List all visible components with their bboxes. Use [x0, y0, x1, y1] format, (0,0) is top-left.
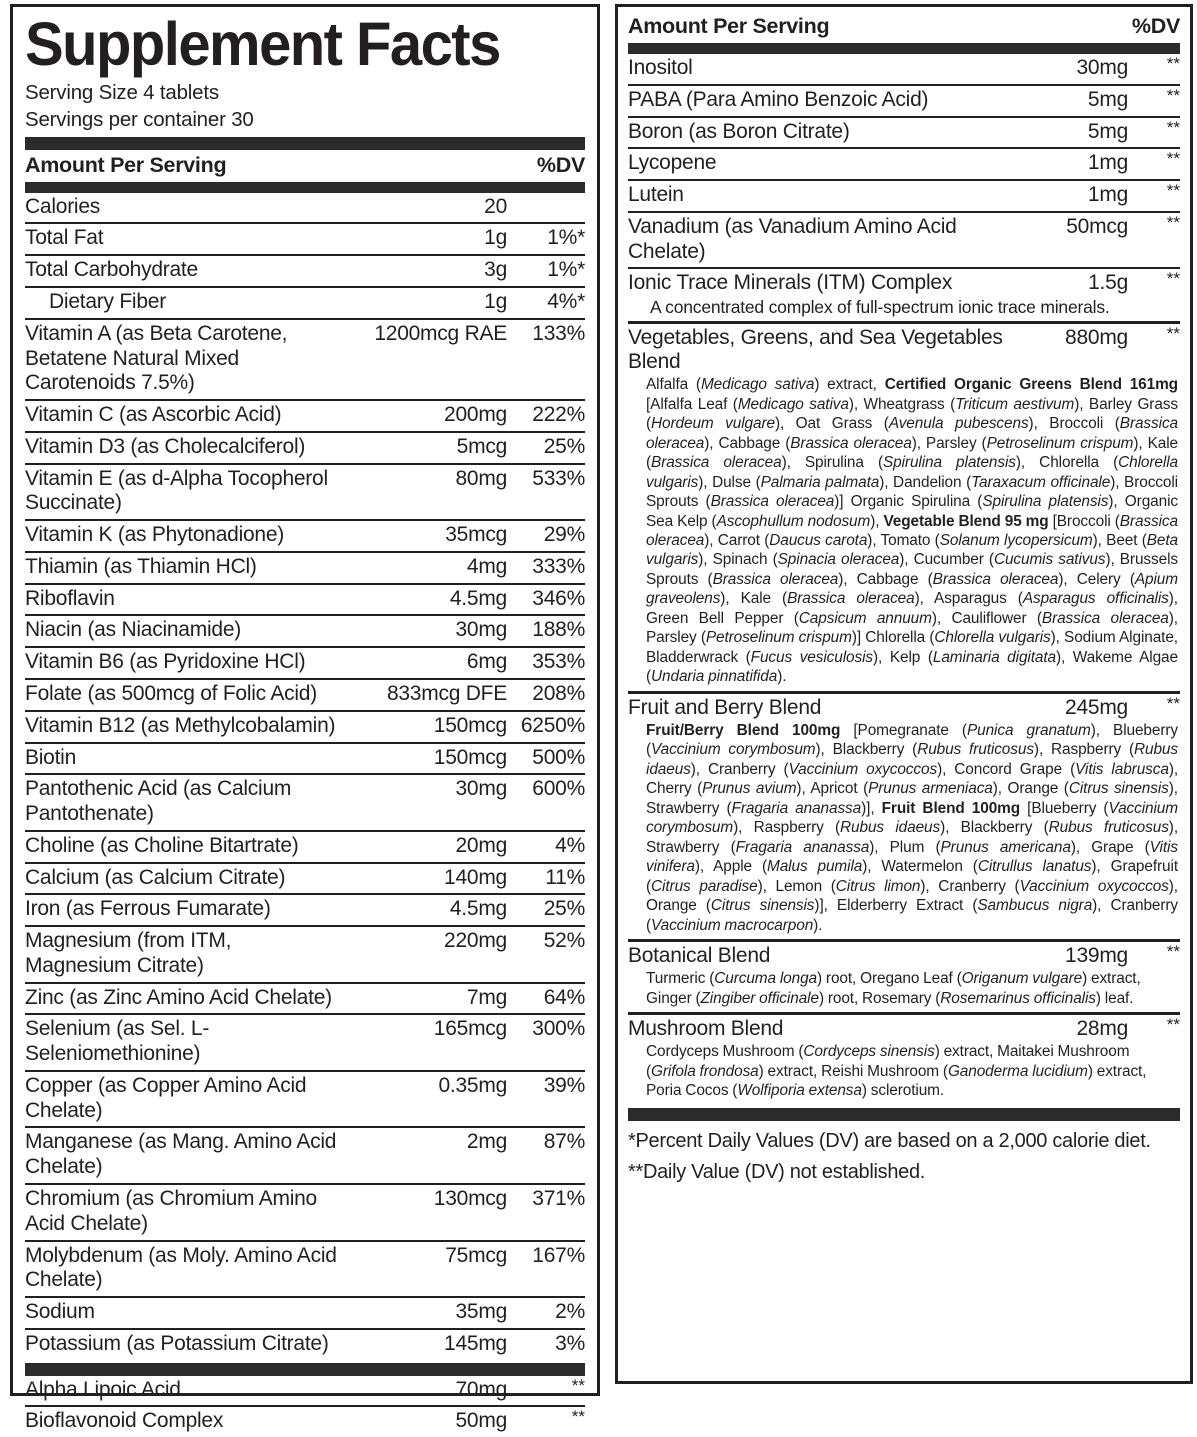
table-row: [628, 116, 1180, 148]
row-percent-dv: 87%: [543, 1130, 585, 1154]
footnote-divider-bar: [628, 1108, 1180, 1121]
table-row: [25, 646, 585, 678]
table-row: [25, 893, 585, 925]
row-nutrient-name: Calories: [25, 194, 101, 218]
row-percent-dv: 371%: [532, 1186, 585, 1210]
row-nutrient-name: Lutein: [628, 183, 684, 207]
blend-ingredients: Fruit/Berry Blend 100mg [Pomegranate (Punica granatum), Blueberry (Vaccinium corymbosum), Blackberry (Rubus fruticosus), Raspberry (Rubus idaeus), Cranberry (Vaccinium oxycoccos), Concord Grape (Vitis labrusca), Cherry (Prunus avium), Apricot (Prunus armeniaca), Orange (Citrus sinensis), Strawberry (Fragaria ananassa)], Fruit Blend 100mg [Blueberry (Vaccinium corymbosum), Raspberry (Rubus idaeus), Blackberry (Rubus fruticosus), Strawberry (Fragaria ananassa), Plum (Prunus americana), Grape (Vitis vinifera), Apple (Malus pumila), Watermelon (Citrullus lanatus), Grapefruit (Citrus paradise), Lemon (Citrus limon), Cranberry (Vaccinium oxycoccos), Orange (Citrus sinensis)], Elderberry Extract (Sambucus nigra), Cranberry (Vaccinium macrocarpon).: [646, 721, 1179, 934]
table-row: [25, 862, 585, 894]
row-nutrient-name: Choline (as Choline Bitartrate): [25, 833, 299, 857]
blend-amount: 28mg: [1076, 1017, 1128, 1041]
left-other-ingredients-table: [25, 1376, 585, 1437]
serving-size: Serving Size 4 tablets: [25, 81, 219, 105]
blend-name: Mushroom Blend: [628, 1017, 784, 1041]
left-nutrient-table: [25, 193, 585, 1360]
page-title: Supplement Facts: [25, 10, 500, 78]
row-percent-dv: 167%: [532, 1243, 585, 1267]
row-amount: 30mg: [455, 618, 507, 642]
row-nutrient-name: Vitamin K (as Phytonadione): [25, 523, 285, 547]
blend-amount: 245mg: [1065, 695, 1128, 719]
blend-ingredients: Turmeric (Curcuma longa) root, Oregano Leaf (Origanum vulgare) extract, Ginger (Zingiber officinale) root, Rosemary (Rosemarinus officinalis) leaf.: [646, 970, 1141, 1007]
row-amount: 80mg: [455, 466, 507, 490]
row-amount: 145mg: [444, 1331, 507, 1355]
row-percent-dv: 188%: [532, 618, 585, 642]
row-percent-dv: **: [1166, 117, 1180, 137]
row-percent-dv: 6250%: [520, 713, 585, 737]
blend-amount: 880mg: [1065, 326, 1128, 350]
row-percent-dv: 600%: [532, 777, 585, 801]
row-amount: 75mcg: [445, 1243, 507, 1267]
row-amount: 5mg: [1087, 119, 1128, 143]
row-amount: 6mg: [466, 650, 507, 674]
row-amount: 130mcg: [433, 1186, 507, 1210]
row-percent-dv: 300%: [532, 1017, 585, 1041]
blend-name: Vegetables, Greens, and Sea Vegetables Blend: [628, 326, 1003, 374]
itm-name: Ionic Trace Minerals (ITM) Complex: [628, 271, 953, 295]
blend-percent-dv: **: [1166, 942, 1180, 962]
table-row: [25, 318, 585, 399]
row-amount: 150mcg: [433, 745, 507, 769]
table-row: [25, 1013, 585, 1070]
table-row: [25, 1070, 585, 1127]
table-row: [25, 1296, 585, 1328]
row-amount: 1200mcg RAE: [374, 321, 507, 345]
table-row: [25, 399, 585, 431]
row-amount: 140mg: [444, 865, 507, 889]
row-amount: 1g: [484, 290, 507, 314]
row-amount: 2mg: [466, 1130, 507, 1154]
table-row: [25, 431, 585, 463]
row-percent-dv: 11%: [545, 865, 585, 889]
row-amount: 0.35mg: [438, 1073, 507, 1097]
row-percent-dv: 1%*: [547, 258, 585, 282]
row-amount: 50mcg: [1066, 214, 1128, 238]
row-nutrient-name: Inositol: [628, 56, 693, 79]
table-row: [628, 84, 1180, 116]
row-amount: 30mg: [455, 777, 507, 801]
row-nutrient-name: Vanadium (as Vanadium Amino Acid Chelate): [628, 214, 957, 263]
row-nutrient-name: Iron (as Ferrous Fumarate): [25, 897, 271, 921]
blend-name: Fruit and Berry Blend: [628, 695, 822, 719]
row-amount: 30mg: [1076, 56, 1128, 79]
row-percent-dv: 346%: [532, 586, 585, 610]
row-amount: 20: [484, 194, 507, 218]
row-amount: 5mcg: [456, 434, 507, 458]
row-percent-dv: 25%: [543, 897, 585, 921]
row-amount: 5mg: [1087, 87, 1128, 111]
row-amount: 4.5mg: [449, 586, 507, 610]
table-row: [25, 710, 585, 742]
row-nutrient-name: Total Carbohydrate: [25, 258, 198, 282]
row-amount: 4mg: [466, 554, 507, 578]
row-percent-dv: **: [1166, 149, 1180, 169]
header-bar-bottom: [25, 182, 585, 193]
row-percent-dv: 500%: [532, 745, 585, 769]
row-nutrient-name: Bioflavonoid Complex: [25, 1409, 224, 1433]
table-row: [25, 830, 585, 862]
row-nutrient-name: Alpha Lipoic Acid: [25, 1377, 181, 1401]
row-nutrient-name: Zinc (as Zinc Amino Acid Chelate): [25, 985, 332, 1009]
row-percent-dv: 39%: [543, 1073, 585, 1097]
row-percent-dv: 4%*: [547, 290, 585, 314]
header-bar-top: [25, 137, 585, 150]
row-nutrient-name: Folate (as 500mcg of Folic Acid): [25, 681, 317, 705]
table-row: [25, 254, 585, 286]
row-percent-dv: 333%: [532, 554, 585, 578]
blend-header: [628, 939, 1180, 969]
table-row: [25, 678, 585, 710]
blend-ingredients: Alfalfa (Medicago sativa) extract, Certified Organic Greens Blend 161mg [Alfalfa Leaf (Medicago sativa), Wheatgrass (Triticum aestivum), Barley Grass (Hordeum vulgare), Oat Grass (Avenula pubescens), Broccoli (Brassica oleracea), Cabbage (Brassica oleracea), Parsley (Petroselinum crispum), Kale (Brassica oleracea), Spirulina (Spirulina platensis), Chlorella (Chlorella vulgaris), Dulse (Palmaria palmata), Dandelion (Taraxacum officinale), Broccoli Sprouts (Brassica oleracea)] Organic Spirulina (Spirulina platensis), Organic Sea Kelp (Ascophullum nodosum), Vegetable Blend 95 mg [Broccoli (Brassica oleracea), Carrot (Daucus carota), Tomato (Solanum lycopersicum), Beet (Beta vulgaris), Spinach (Spinacia oleracea), Cucumber (Cucumis sativus), Brussels Sprouts (Brassica oleracea), Cabbage (Brassica oleracea), Celery (Apium graveolens), Kale (Brassica oleracea), Asparagus (Asparagus officinalis), Green Bell Pepper (Capsicum annuum), Cauliflower (Brassica oleracea), Parsley (Petroselinum crispum)] Chlorella (Chlorella vulgaris), Sodium Alginate, Bladderwrack (Fucus vesiculosis), Kelp (Laminaria digitata), Wakeme Algae (Undaria pinnatifida).: [646, 376, 1178, 686]
percent-dv-header: %DV: [1131, 14, 1180, 38]
row-nutrient-name: Niacin (as Niacinamide): [25, 618, 241, 642]
row-amount: 35mg: [455, 1300, 507, 1324]
right-column-header: [628, 7, 1180, 43]
row-amount: 150mcg: [433, 713, 507, 737]
table-row: [25, 925, 585, 982]
blend-header: [628, 321, 1180, 375]
blend-ingredients: Cordyceps Mushroom (Cordyceps sinensis) extract, Maitakei Mushroom (Grifola frondosa) extract, Reishi Mushroom (Ganoderma lucidium) extract, Poria Cocos (Wolfiporia extensa) sclerotium.: [646, 1043, 1147, 1100]
row-amount: 50mg: [455, 1409, 507, 1433]
row-percent-dv: 3%: [555, 1331, 585, 1355]
row-amount: 20mg: [455, 833, 507, 857]
row-amount: 165mcg: [433, 1017, 507, 1041]
row-nutrient-name: Vitamin B6 (as Pyridoxine HCl): [25, 650, 306, 674]
table-row: [25, 1328, 585, 1360]
table-row-itm: [628, 267, 1180, 296]
table-row: [25, 1376, 585, 1406]
servings-per-container: Servings per container 30: [25, 108, 254, 132]
row-nutrient-name: PABA (Para Amino Benzoic Acid): [628, 87, 929, 111]
row-amount: 3g: [484, 258, 507, 282]
table-row: [25, 742, 585, 774]
blend-divider-bar: [25, 1363, 585, 1376]
row-percent-dv: 64%: [543, 985, 585, 1009]
row-nutrient-name: Potassium (as Potassium Citrate): [25, 1331, 329, 1355]
blend-sections: [628, 321, 1180, 1105]
blend-name: Botanical Blend: [628, 944, 771, 968]
row-nutrient-name: Copper (as Copper Amino Acid Chelate): [25, 1073, 307, 1122]
row-nutrient-name: Vitamin B12 (as Methylcobalamin): [25, 713, 336, 737]
row-nutrient-name: Thiamin (as Thiamin HCl): [25, 554, 257, 578]
row-percent-dv: 52%: [543, 929, 585, 953]
row-percent-dv: 25%: [543, 434, 585, 458]
row-amount: 1mg: [1087, 151, 1128, 175]
table-row: [628, 54, 1180, 84]
table-row: [25, 1126, 585, 1183]
row-percent-dv: 353%: [532, 650, 585, 674]
footnote-dv-not-established: **Daily Value (DV) not established.: [628, 1161, 926, 1184]
row-percent-dv: **: [1166, 85, 1180, 105]
left-panel: [10, 4, 600, 1433]
row-nutrient-name: Dietary Fiber: [49, 290, 166, 314]
row-nutrient-name: Sodium: [25, 1300, 95, 1324]
blend-amount: 139mg: [1065, 944, 1128, 968]
table-row: [25, 982, 585, 1014]
row-nutrient-name: Calcium (as Calcium Citrate): [25, 865, 286, 889]
row-percent-dv: 133%: [532, 321, 585, 345]
blend-percent-dv: **: [1166, 1015, 1180, 1035]
row-amount: 35mcg: [445, 523, 507, 547]
row-amount: 7mg: [466, 985, 507, 1009]
row-percent-dv: **: [1166, 212, 1180, 232]
blend-percent-dv: **: [1166, 324, 1180, 344]
table-row: [628, 179, 1180, 211]
row-amount: 220mg: [444, 929, 507, 953]
table-row: [25, 773, 585, 830]
row-nutrient-name: Biotin: [25, 745, 77, 769]
table-row: [628, 211, 1180, 268]
row-percent-dv: 222%: [532, 403, 585, 427]
footnotes: [628, 1121, 1180, 1195]
table-row: [25, 519, 585, 551]
row-percent-dv: **: [1166, 181, 1180, 201]
row-nutrient-name: Vitamin D3 (as Cholecalciferol): [25, 434, 306, 458]
itm-amount: 1.5g: [1088, 271, 1128, 295]
row-nutrient-name: Pantothenic Acid (as Calcium Pantothenate): [25, 777, 292, 826]
row-nutrient-name: Manganese (as Mang. Amino Acid Chelate): [25, 1130, 337, 1179]
row-amount: 1mg: [1087, 183, 1128, 207]
right-header-bar: [628, 43, 1180, 54]
row-percent-dv: 2%: [555, 1300, 585, 1324]
itm-dv: **: [1166, 269, 1180, 289]
row-nutrient-name: Selenium (as Sel. L-Seleniomethionine): [25, 1017, 210, 1066]
row-nutrient-name: Chromium (as Chromium Amino Acid Chelate): [25, 1186, 317, 1235]
row-amount: 833mcg DFE: [386, 681, 507, 705]
row-nutrient-name: Vitamin A (as Beta Carotene, Betatene Natural Mixed Carotenoids 7.5%): [25, 321, 288, 395]
itm-note: A concentrated complex of full-spectrum ionic trace minerals.: [650, 297, 1110, 318]
row-amount: 4.5mg: [449, 897, 507, 921]
row-percent-dv: 1%*: [547, 226, 585, 250]
right-panel: [615, 4, 1193, 1384]
table-row: [25, 614, 585, 646]
blend-header: [628, 1012, 1180, 1042]
row-nutrient-name: Molybdenum (as Moly. Amino Acid Chelate): [25, 1243, 337, 1292]
row-percent-dv: 29%: [543, 523, 585, 547]
table-row: [25, 222, 585, 254]
row-percent-dv: 533%: [532, 466, 585, 490]
table-row: [628, 147, 1180, 179]
amount-per-serving-header: Amount Per Serving: [25, 152, 227, 177]
table-row: [25, 193, 585, 223]
row-percent-dv: 4%: [555, 833, 585, 857]
table-row: [25, 1405, 585, 1437]
row-amount: 70mg: [455, 1377, 507, 1401]
amount-per-serving-header: Amount Per Serving: [628, 14, 830, 38]
blend-percent-dv: **: [1166, 693, 1180, 713]
row-nutrient-name: Riboflavin: [25, 586, 115, 610]
row-amount: 1g: [484, 226, 507, 250]
row-nutrient-name: Vitamin C (as Ascorbic Acid): [25, 403, 282, 427]
row-percent-dv: **: [1166, 54, 1180, 73]
table-row: [25, 286, 585, 318]
table-row: [25, 1240, 585, 1297]
row-nutrient-name: Lycopene: [628, 151, 717, 175]
right-nutrient-table: [628, 54, 1180, 267]
row-nutrient-name: Magnesium (from ITM, Magnesium Citrate): [25, 929, 232, 977]
footnote-dv-basis: *Percent Daily Values (DV) are based on a 2,000 calorie diet.: [628, 1129, 1151, 1152]
row-percent-dv: 208%: [532, 681, 585, 705]
row-nutrient-name: Boron (as Boron Citrate): [628, 119, 850, 143]
row-percent-dv: **: [571, 1375, 585, 1395]
left-column-header: [25, 150, 585, 182]
table-row: [25, 1183, 585, 1240]
table-row: [25, 583, 585, 615]
row-nutrient-name: Total Fat: [25, 226, 104, 250]
percent-dv-header: %DV: [536, 152, 585, 177]
row-nutrient-name: Vitamin E (as d-Alpha Tocopherol Succinate): [25, 466, 328, 515]
blend-header: [628, 691, 1180, 721]
table-row: [25, 551, 585, 583]
row-percent-dv: **: [571, 1407, 585, 1427]
row-amount: 200mg: [444, 403, 507, 427]
table-row: [25, 463, 585, 520]
